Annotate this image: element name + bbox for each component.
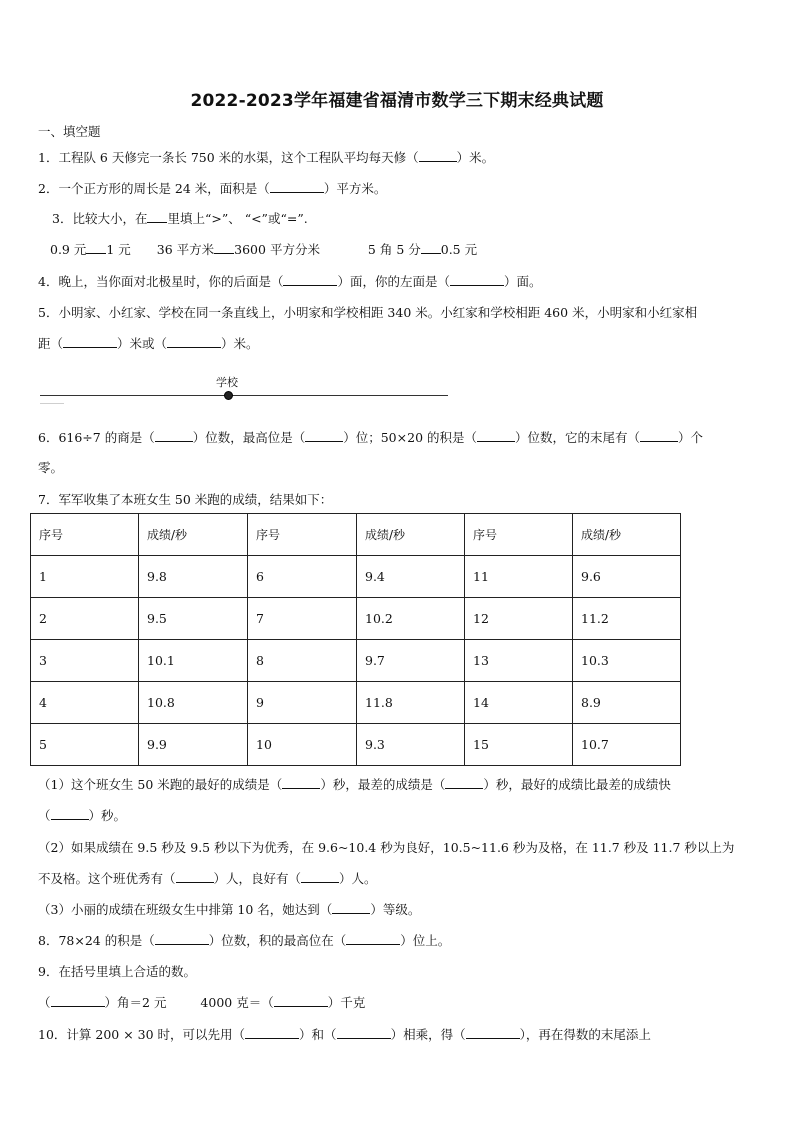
table-cell: 11 bbox=[465, 556, 573, 598]
answer-blank[interactable] bbox=[445, 787, 483, 789]
answer-blank[interactable] bbox=[51, 818, 89, 820]
grades-table bbox=[30, 513, 681, 766]
table-cell: 9.9 bbox=[139, 724, 248, 766]
answer-blank[interactable] bbox=[167, 346, 221, 348]
answer-blank[interactable] bbox=[86, 252, 106, 254]
table-cell: 10.7 bbox=[573, 724, 681, 766]
header-cell: 序号 bbox=[248, 514, 357, 556]
table-cell: 14 bbox=[465, 682, 573, 724]
answer-blank[interactable] bbox=[155, 943, 209, 945]
answer-blank[interactable] bbox=[63, 346, 117, 348]
answer-blank[interactable] bbox=[270, 191, 324, 193]
table-row bbox=[31, 556, 681, 598]
question-9-items: （ ）角＝2 元 4000 克＝（ ）千克 bbox=[38, 995, 366, 1010]
answer-blank[interactable] bbox=[477, 440, 515, 442]
question-7-intro: 7．军军收集了本班女生 50 米跑的成绩，结果如下： bbox=[38, 492, 333, 507]
table-cell: 5 bbox=[31, 724, 139, 766]
table-cell: 3 bbox=[31, 640, 139, 682]
question-2: 2．一个正方形的周长是 24 米，面积是（ ）平方米。 bbox=[38, 181, 387, 196]
page-title: 2022-2023学年福建省福清市数学三下期末经典试题 bbox=[190, 91, 604, 111]
question-5-line1: 5．小明家、小红家、学校在同一条直线上，小明家和学校相距 340 米。小红家和学校相距 460 米，小明家和小红家相 bbox=[38, 305, 698, 320]
question-7-part2-line2: 不及格。这个班优秀有（ ）人，良好有（ ）人。 bbox=[38, 871, 377, 886]
question-5-line2: 距（ ）米或（ ）米。 bbox=[38, 336, 259, 351]
question-7-part2-line1: （2）如果成绩在 9.5 秒及 9.5 秒以下为优秀，在 9.6~10.4 秒为良好，10.5~11.6 秒为及格，在 11.7 秒及 11.7 秒以上为 bbox=[38, 840, 735, 855]
answer-blank[interactable] bbox=[282, 787, 320, 789]
table-cell: 9.8 bbox=[139, 556, 248, 598]
table-cell: 9.5 bbox=[139, 598, 248, 640]
header-cell: 成绩/秒 bbox=[573, 514, 681, 556]
school-line-diagram bbox=[40, 370, 460, 406]
table-cell: 4 bbox=[31, 682, 139, 724]
answer-blank[interactable] bbox=[337, 1037, 391, 1039]
answer-blank[interactable] bbox=[147, 221, 167, 223]
question-7-part3: （3）小丽的成绩在班级女生中排第 10 名，她达到（ ）等级。 bbox=[38, 902, 421, 917]
table-cell: 1 bbox=[31, 556, 139, 598]
answer-blank[interactable] bbox=[274, 1005, 328, 1007]
question-9-intro: 9．在括号里填上合适的数。 bbox=[38, 964, 196, 979]
question-10: 10．计算 200 × 30 时，可以先用（ ）和（ ）相乘，得（ ），再在得数的末尾添上 bbox=[38, 1027, 651, 1042]
faint-mark bbox=[40, 403, 64, 404]
table-cell: 10.2 bbox=[357, 598, 465, 640]
answer-blank[interactable] bbox=[214, 252, 234, 254]
table-row bbox=[31, 682, 681, 724]
section-heading: 一、填空题 bbox=[38, 124, 101, 139]
question-4: 4．晚上，当你面对北极星时，你的后面是（ ）面，你的左面是（ ）面。 bbox=[38, 274, 542, 289]
answer-blank[interactable] bbox=[332, 912, 370, 914]
table-row bbox=[31, 724, 681, 766]
question-1: 1．工程队 6 天修完一条长 750 米的水渠，这个工程队平均每天修（ ）米。 bbox=[38, 150, 495, 165]
header-cell: 成绩/秒 bbox=[357, 514, 465, 556]
table-cell: 10 bbox=[248, 724, 357, 766]
table-cell: 8.9 bbox=[573, 682, 681, 724]
answer-blank[interactable] bbox=[466, 1037, 520, 1039]
table-cell: 9.6 bbox=[573, 556, 681, 598]
question-3-intro: 3．比较大小，在 里填上“>”、 “<”或“=”. bbox=[52, 211, 308, 226]
table-cell: 12 bbox=[465, 598, 573, 640]
answer-blank[interactable] bbox=[51, 1005, 105, 1007]
header-cell: 成绩/秒 bbox=[139, 514, 248, 556]
table-cell: 9.4 bbox=[357, 556, 465, 598]
question-8: 8．78×24 的积是（ ）位数，积的最高位在（ ）位上。 bbox=[38, 933, 451, 948]
table-cell: 13 bbox=[465, 640, 573, 682]
answer-blank[interactable] bbox=[245, 1037, 299, 1039]
table-cell: 9.3 bbox=[357, 724, 465, 766]
question-3-comparisons: 0.9 元 1 元 36 平方米 3600 平方分米 5 角 5 分 0.5 元 bbox=[50, 242, 478, 257]
answer-blank[interactable] bbox=[419, 160, 457, 162]
answer-blank[interactable] bbox=[305, 440, 343, 442]
table-cell: 11.2 bbox=[573, 598, 681, 640]
table-cell: 2 bbox=[31, 598, 139, 640]
answer-blank[interactable] bbox=[450, 284, 504, 286]
table-cell: 8 bbox=[248, 640, 357, 682]
answer-blank[interactable] bbox=[301, 881, 339, 883]
answer-blank[interactable] bbox=[155, 440, 193, 442]
school-point-icon bbox=[224, 391, 233, 400]
answer-blank[interactable] bbox=[176, 881, 214, 883]
table-cell: 9 bbox=[248, 682, 357, 724]
table-cell: 9.7 bbox=[357, 640, 465, 682]
table-cell: 10.1 bbox=[139, 640, 248, 682]
table-cell: 10.3 bbox=[573, 640, 681, 682]
table-cell: 6 bbox=[248, 556, 357, 598]
answer-blank[interactable] bbox=[346, 943, 400, 945]
question-7-part1-line2: （ ）秒。 bbox=[38, 808, 127, 823]
table-header-row bbox=[31, 514, 681, 556]
header-cell: 序号 bbox=[465, 514, 573, 556]
table-cell: 11.8 bbox=[357, 682, 465, 724]
question-7-part1-line1: （1）这个班女生 50 米跑的最好的成绩是（ ）秒，最差的成绩是（ ）秒，最好的成绩比最差的成绩快 bbox=[38, 777, 671, 792]
answer-blank[interactable] bbox=[421, 252, 441, 254]
table-cell: 15 bbox=[465, 724, 573, 766]
table-row bbox=[31, 598, 681, 640]
straight-road-line bbox=[40, 395, 448, 396]
table-cell: 7 bbox=[248, 598, 357, 640]
question-6-line2: 零。 bbox=[38, 460, 64, 475]
header-cell: 序号 bbox=[31, 514, 139, 556]
answer-blank[interactable] bbox=[640, 440, 678, 442]
question-6-line1: 6．616÷7 的商是（ ）位数，最高位是（ ）位；50×20 的积是（ ）位数，它的末尾有（ ）个 bbox=[38, 430, 704, 445]
table-row bbox=[31, 640, 681, 682]
table-cell: 10.8 bbox=[139, 682, 248, 724]
answer-blank[interactable] bbox=[283, 284, 337, 286]
school-label: 学校 bbox=[216, 376, 238, 389]
